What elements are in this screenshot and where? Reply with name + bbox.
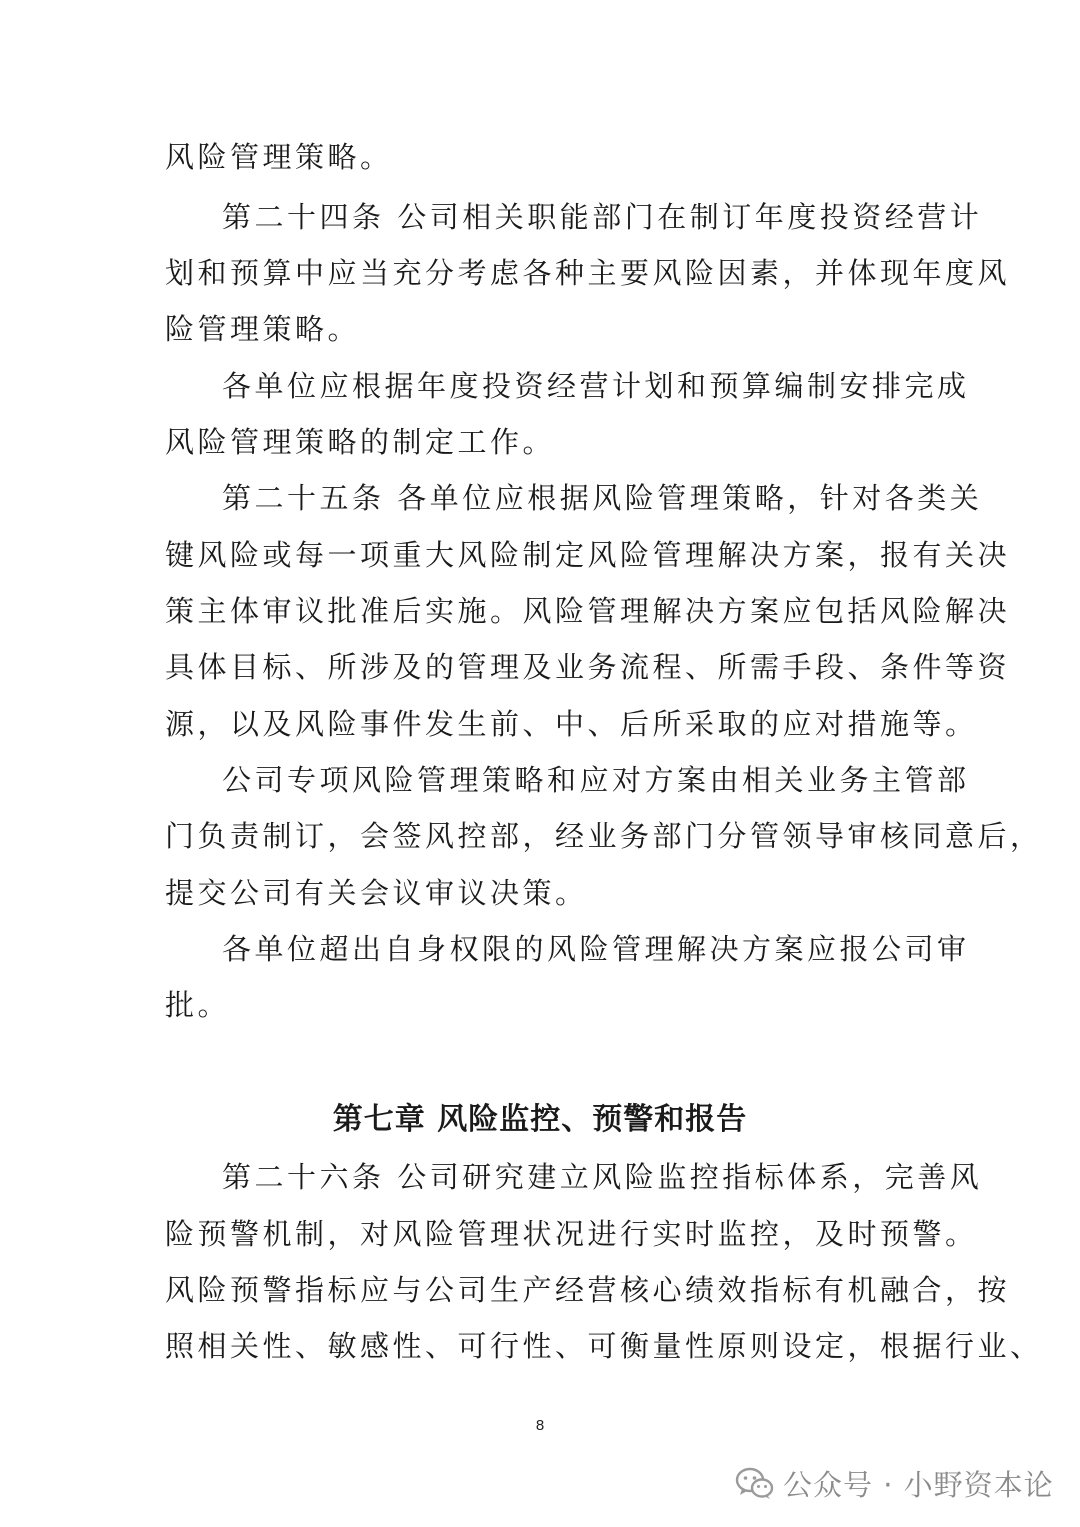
chapter-heading: 第七章 风险监控、预警和报告 xyxy=(332,1102,748,1137)
text-line: 第二十六条 公司研究建立风险监控指标体系，完善风 xyxy=(222,1160,983,1194)
wechat-icon xyxy=(735,1466,775,1502)
text-line: 门负责制订，会签风控部，经业务部门分管领导审核同意后， xyxy=(165,819,1043,853)
text-line: 险预警机制，对风险管理状况进行实时监控，及时预警。 xyxy=(165,1217,978,1251)
text-line: 批。 xyxy=(165,988,231,1022)
text-line: 源，以及风险事件发生前、中、后所采取的应对措施等。 xyxy=(165,707,978,741)
text-line: 各单位应根据年度投资经营计划和预算编制安排完成 xyxy=(222,369,970,403)
text-line: 风险管理策略的制定工作。 xyxy=(165,425,556,459)
watermark-text: 公众号 · 小野资本论 xyxy=(783,1468,1054,1502)
page-number: 8 xyxy=(535,1417,545,1434)
text-line: 划和预算中应当充分考虑各种主要风险因素，并体现年度风 xyxy=(165,256,1011,290)
text-line: 键风险或每一项重大风险制定风险管理解决方案，报有关决 xyxy=(165,538,1011,572)
text-line: 各单位超出自身权限的风险管理解决方案应报公司审 xyxy=(222,932,970,966)
text-line: 照相关性、敏感性、可行性、可衡量性原则设定，根据行业、 xyxy=(165,1329,1043,1363)
text-line: 具体目标、所涉及的管理及业务流程、所需手段、条件等资 xyxy=(165,650,1011,684)
text-line: 提交公司有关会议审议决策。 xyxy=(165,876,588,910)
text-line: 策主体审议批准后实施。风险管理解决方案应包括风险解决 xyxy=(165,594,1011,628)
text-line: 公司专项风险管理策略和应对方案由相关业务主管部 xyxy=(222,763,970,797)
text-line: 风险管理策略。 xyxy=(165,140,393,174)
watermark xyxy=(735,1463,1054,1504)
text-line: 第二十五条 各单位应根据风险管理策略，针对各类关 xyxy=(222,481,983,515)
text-line: 险管理策略。 xyxy=(165,312,361,346)
text-line: 风险预警指标应与公司生产经营核心绩效指标有机融合，按 xyxy=(165,1273,1011,1307)
text-line: 第二十四条 公司相关职能部门在制订年度投资经营计 xyxy=(222,200,983,234)
